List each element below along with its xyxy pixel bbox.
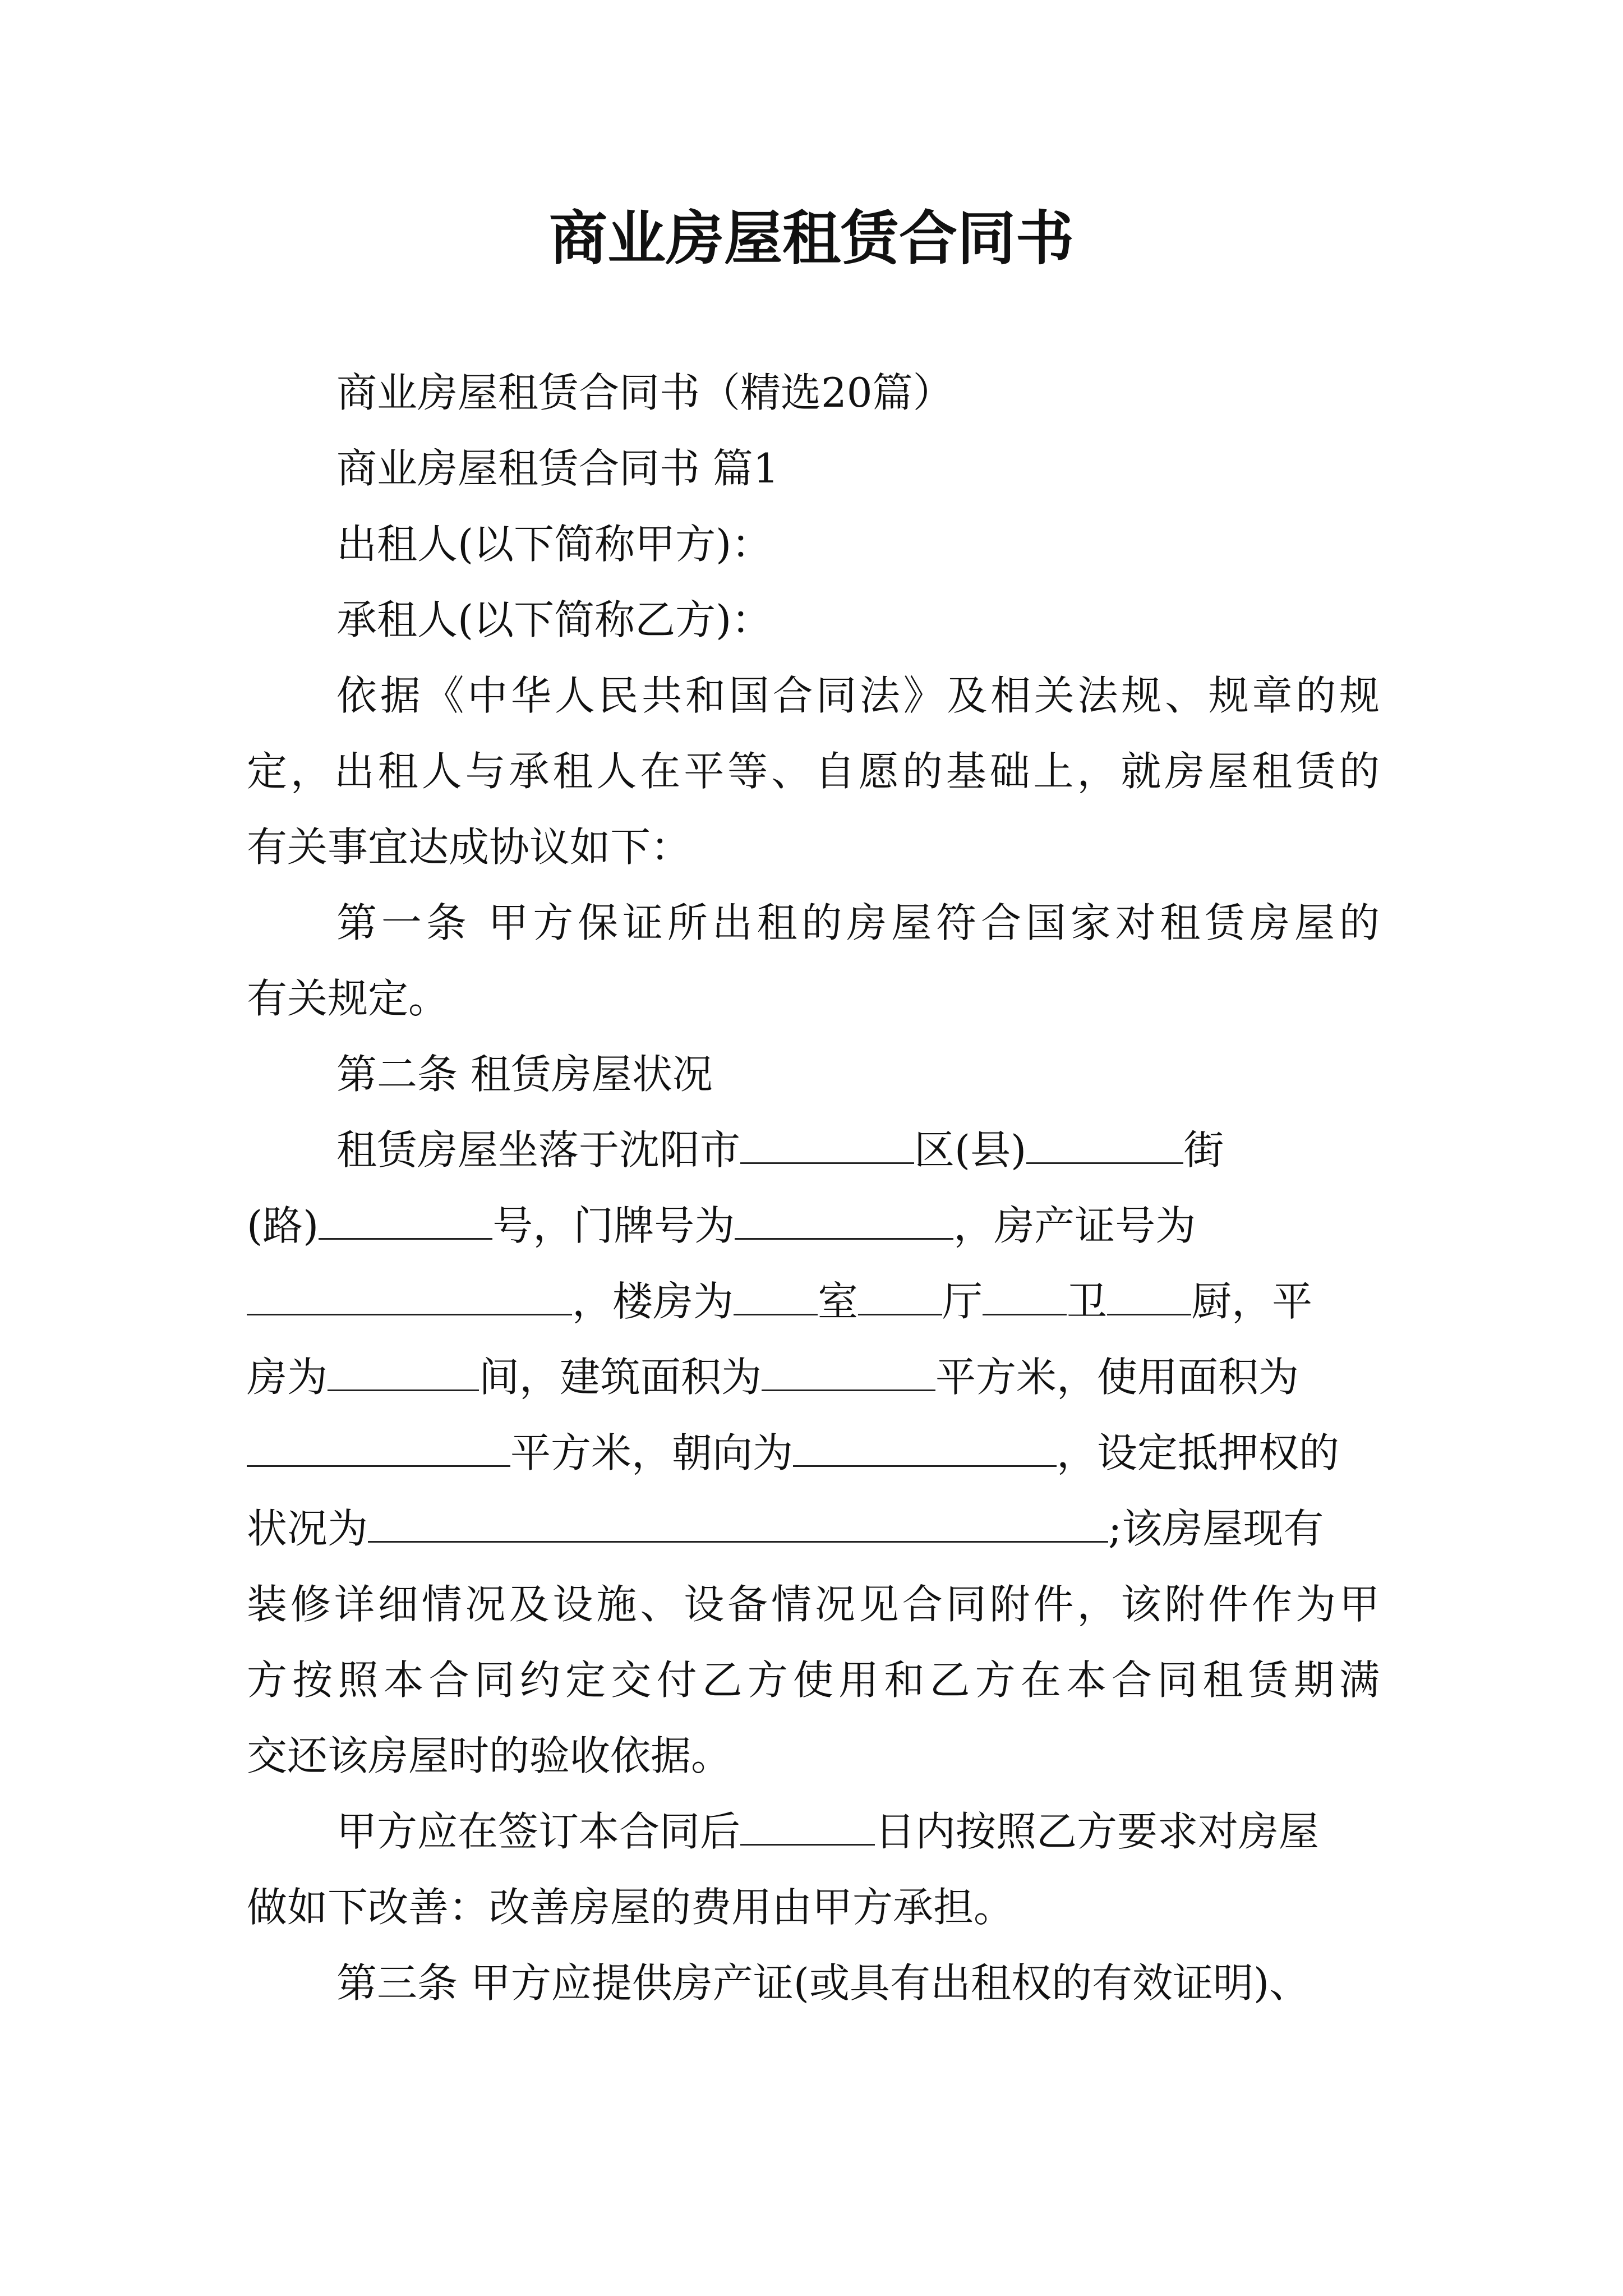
mortgage-status-blank[interactable] bbox=[368, 1501, 1108, 1543]
rooms-blank[interactable] bbox=[734, 1273, 818, 1315]
article-three-line: 第三条 甲方应提供房产证(或具有出租权的有效证明)、 bbox=[336, 1959, 1310, 2007]
area-line: 房为 间，建筑面积为 平方米，使用面积为 bbox=[247, 1349, 1380, 1405]
improvement-line: 甲方应在签订本合同后 日内按照乙方要求对房屋 bbox=[336, 1803, 1380, 1860]
paragraph-line: 做如下改善：改善房屋的费用由甲方承担。 bbox=[247, 1884, 1015, 1931]
paragraph-line: 依据《中华人民共和国合同法》及相关法规、规章的规 bbox=[336, 672, 1380, 719]
paragraph-line: 交还该房屋时的验收依据。 bbox=[247, 1732, 732, 1779]
lessor-line: 出租人(以下简称甲方)： bbox=[336, 521, 772, 568]
kitchens-blank[interactable] bbox=[1107, 1273, 1191, 1315]
article-one-line: 第一条 甲方保证所出租的房屋符合国家对租赁房屋的 bbox=[336, 899, 1380, 946]
article-two-heading: 第二条 租赁房屋状况 bbox=[336, 1051, 713, 1098]
street-blank[interactable] bbox=[1026, 1122, 1183, 1164]
days-blank[interactable] bbox=[740, 1803, 875, 1846]
address-line: (路) 号，门牌号为 ，房产证号为 bbox=[247, 1198, 1380, 1254]
certificate-blank[interactable] bbox=[247, 1273, 572, 1315]
section-heading: 商业房屋租赁合同书 篇1 bbox=[336, 445, 779, 492]
building-area-blank[interactable] bbox=[762, 1349, 935, 1391]
article-one-line: 有关规定。 bbox=[247, 975, 449, 1022]
orientation-line: 平方米，朝向为 ，设定抵押权的 bbox=[247, 1425, 1380, 1481]
paragraph-line: 装修详细情况及设施、设备情况见合同附件，该附件作为甲 bbox=[247, 1581, 1380, 1628]
paragraph-line: 方按照本合同约定交付乙方使用和乙方在本合同租赁期满 bbox=[247, 1657, 1380, 1704]
lessee-line: 承租人(以下简称乙方)： bbox=[336, 596, 772, 643]
orientation-blank[interactable] bbox=[793, 1425, 1057, 1467]
rooms-line: ，楼房为 室 厅 卫 厨，平 bbox=[247, 1273, 1380, 1329]
door-number-blank[interactable] bbox=[735, 1198, 953, 1240]
mortgage-line: 状况为 ;该房屋现有 bbox=[247, 1501, 1380, 1557]
paragraph-line: 定，出租人与承租人在平等、自愿的基础上，就房屋租赁的 bbox=[247, 748, 1380, 795]
location-line: 租赁房屋坐落于沈阳市 区(县) 街 bbox=[336, 1122, 1380, 1178]
bathrooms-blank[interactable] bbox=[983, 1273, 1067, 1315]
paragraph-line: 有关事宜达成协议如下： bbox=[247, 823, 691, 871]
bungalow-rooms-blank[interactable] bbox=[328, 1349, 479, 1391]
halls-blank[interactable] bbox=[858, 1273, 942, 1315]
subtitle-line: 商业房屋租赁合同书（精选20篇） bbox=[336, 369, 953, 416]
document-title: 商业房屋租赁合同书 bbox=[548, 204, 1074, 273]
district-blank[interactable] bbox=[740, 1122, 914, 1164]
usable-area-blank[interactable] bbox=[247, 1425, 510, 1467]
road-blank[interactable] bbox=[319, 1198, 492, 1240]
